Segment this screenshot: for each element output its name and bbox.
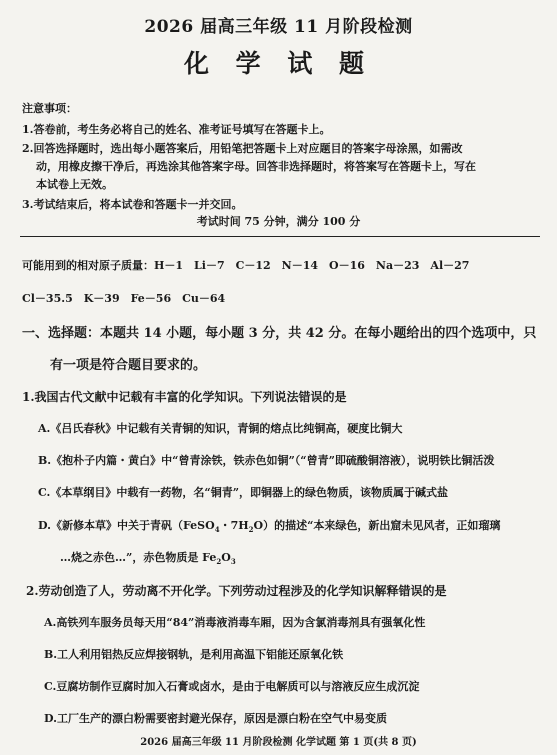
atomic-masses-2: Cl－35.5 K－39 Fe－56 Cu－64 xyxy=(22,292,226,305)
exam-title: 2026 届高三年级 11 月阶段检测 xyxy=(144,17,413,37)
divider xyxy=(20,236,540,237)
notice-item-2: 2.回答选择题时，选出每小题答案后，用铅笔把答题卡上对应题目的答案字母涂黑，如需改 xyxy=(22,142,463,155)
notice-item-2-cont: 动，用橡皮擦干净后，再选涂其他答案字母。回答非选择题时，将答案写在答题卡上，写在 xyxy=(36,160,476,173)
section-heading: 一、选择题：本题共 14 小题，每小题 3 分，共 42 分。在每小题给出的四个选项中，只 xyxy=(22,326,537,341)
q2-option-a: A.高铁列车服务员每天用“84”消毒液消毒车厢，因为含氯消毒剂具有强氧化性 xyxy=(44,616,426,629)
question-2-stem: 2.劳动创造了人，劳动离不开化学。下列劳动过程涉及的化学知识解释错误的是 xyxy=(26,584,447,598)
q2-option-b: B.工人利用铝热反应焊接钢轨，是利用高温下铝能还原氧化铁 xyxy=(44,648,344,661)
atomic-masses-1: 可能用到的相对原子质量：H－1 Li－7 C－12 N－14 O－16 Na－23 Al－27 xyxy=(22,259,470,272)
notice-heading: 注意事项： xyxy=(22,102,77,115)
q1-option-c: C.《本草纲目》中载有一药物，名“铜青”，即铜器上的绿色物质，该物质属于碱式盐 xyxy=(38,486,449,499)
notice-item-1: 1.答卷前，考生务必将自己的姓名、准考证号填写在答题卡上。 xyxy=(22,123,331,136)
time-score: 考试时间 75 分钟，满分 100 分 xyxy=(196,215,361,228)
notice-item-3: 3.考试结束后，将本试卷和答题卡一并交回。 xyxy=(22,198,243,211)
q2-option-d: D.工厂生产的漂白粉需要密封避光保存，原因是漂白粉在空气中易变质 xyxy=(44,712,387,725)
question-1-stem: 1.我国古代文献中记载有丰富的化学知识。下列说法错误的是 xyxy=(22,390,347,404)
q1-option-d: D.《新修本草》中关于青矾（FeSO$_4$・$7H_2O$）的描述“本来绿色，新出窟未见风者，正如瑠璃 xyxy=(38,519,501,535)
subject-title: 化 学 试 题 xyxy=(183,49,374,78)
q1-option-a: A.《吕氏春秋》中记载有关青铜的知识，青铜的熔点比纯铜高，硬度比铜大 xyxy=(38,422,403,435)
page-footer: 2026 届高三年级 11 月阶段检测 化学试题 第 1 页(共 8 页) xyxy=(140,737,417,748)
q1-option-b: B.《抱朴子内篇・黄白》中“曾青涂铁，铁赤色如铜”（“曾青”即硫酸铜溶液），说明铁比铜活泼 xyxy=(38,454,495,467)
q1-option-d-cont: …烧之赤色…”，赤色物质是 $Fe_2O_3$ xyxy=(60,551,236,567)
section-heading-cont: 有一项是符合题目要求的。 xyxy=(50,358,207,373)
q2-option-c: C.豆腐坊制作豆腐时加入石膏或卤水，是由于电解质可以与溶液反应生成沉淀 xyxy=(44,680,420,693)
notice-item-2-end: 本试卷上无效。 xyxy=(36,178,113,191)
